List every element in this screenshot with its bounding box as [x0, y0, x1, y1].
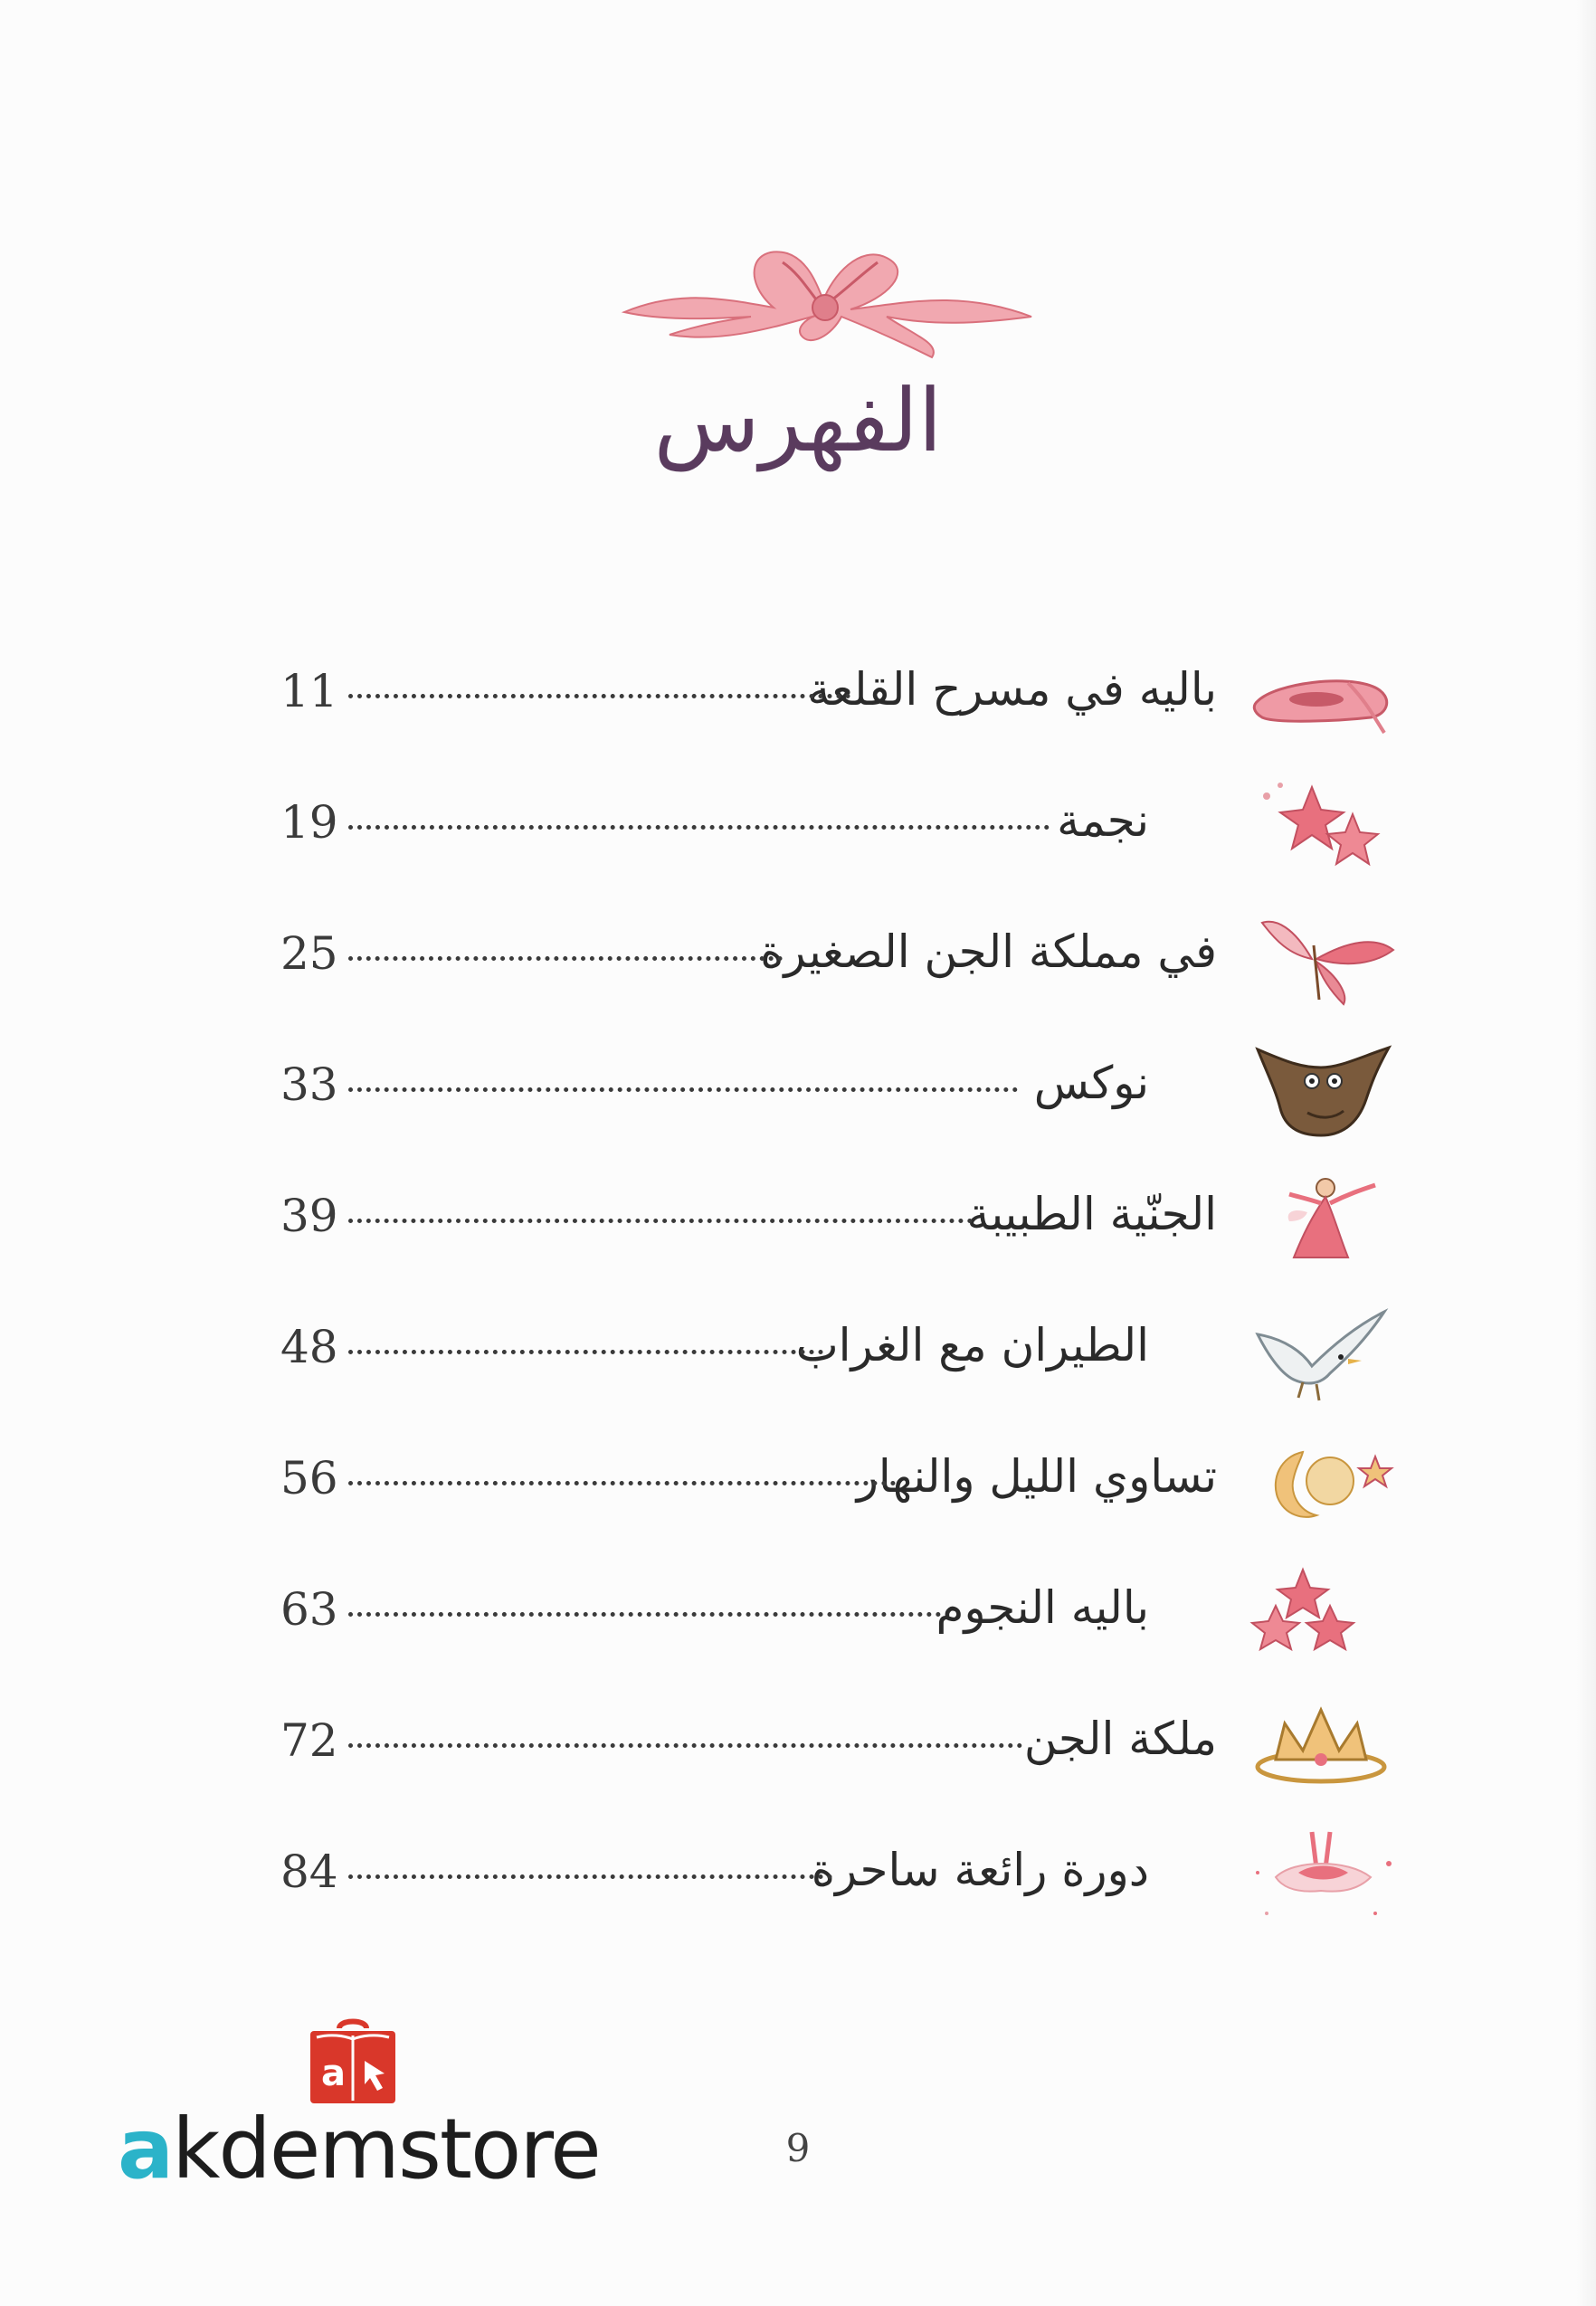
toc-entry-page: 25 — [280, 927, 338, 980]
toc-entry-page: 39 — [280, 1190, 338, 1242]
toc-entry[interactable] — [271, 1172, 1402, 1271]
dot-leader — [348, 1874, 832, 1879]
toc-entry[interactable] — [271, 1827, 1402, 1927]
toc-entry[interactable] — [271, 1565, 1402, 1665]
toc-entry[interactable] — [271, 1696, 1402, 1796]
toc-entry-page: 11 — [280, 665, 338, 717]
toc-entry-page: 48 — [280, 1321, 338, 1373]
dot-leader — [348, 1219, 973, 1223]
toc-entry[interactable] — [271, 1434, 1402, 1533]
toc-entry-title: باليه النجوم — [936, 1581, 1149, 1634]
goblin-face-icon — [1240, 1040, 1402, 1140]
bird-icon — [1240, 1303, 1402, 1402]
page-title: الفهرس — [653, 370, 943, 471]
dot-leader — [348, 1087, 1018, 1092]
toc-entry-page: 84 — [280, 1846, 338, 1898]
toc-entry-page: 56 — [280, 1452, 338, 1504]
dot-leader — [348, 1481, 896, 1485]
toc-entry-title: دورة رائعة ساحرة — [811, 1844, 1149, 1896]
dot-leader — [348, 1612, 941, 1617]
ballet-shoes-icon — [1240, 647, 1402, 746]
toc-entry-title: باليه في مسرح القلعة — [807, 663, 1217, 716]
toc-entry[interactable] — [271, 778, 1402, 878]
dot-leader — [348, 1743, 1022, 1748]
dot-leader — [348, 956, 783, 961]
crown-icon — [1240, 1696, 1402, 1796]
dot-leader — [348, 694, 850, 698]
dot-leader — [348, 825, 1050, 830]
toc-entry-page: 72 — [280, 1714, 338, 1767]
moon-sun-icon — [1240, 1434, 1402, 1533]
dot-leader — [348, 1350, 823, 1354]
toc-entry-title: تساوي الليل والنهار — [856, 1450, 1217, 1503]
toc-entry[interactable] — [271, 647, 1402, 746]
tutu-icon — [1240, 1827, 1402, 1927]
stars-icon — [1240, 778, 1402, 878]
store-watermark — [118, 2017, 606, 2216]
toc-entry-page: 63 — [280, 1583, 338, 1636]
store-wordmark: akdemstore — [118, 2101, 600, 2197]
svg-text:a: a — [321, 2053, 346, 2094]
fairy-icon — [1240, 1172, 1402, 1271]
toc-entry[interactable] — [271, 1040, 1402, 1140]
toc-entry-title: الطيران مع الغراب — [795, 1319, 1149, 1371]
toc-entry-title: ملكة الجن — [1023, 1713, 1217, 1765]
toc-entry[interactable] — [271, 909, 1402, 1009]
page-number: 9 — [785, 2126, 811, 2170]
toc-entry-title: نجمة — [1057, 794, 1149, 847]
toc-entry-page: 19 — [280, 796, 338, 849]
toc-entry[interactable] — [271, 1303, 1402, 1402]
butterfly-icon — [1240, 909, 1402, 1009]
stars-icon — [1240, 1565, 1402, 1665]
toc-entry-title: الجنّية الطبيبة — [966, 1188, 1217, 1240]
toc-entry-page: 33 — [280, 1058, 338, 1111]
toc-entry-title: نوكس — [1033, 1057, 1149, 1109]
toc-entry-title: في مملكة الجن الصغيرة — [760, 925, 1217, 978]
book-bag-logo-icon — [303, 2017, 403, 2108]
